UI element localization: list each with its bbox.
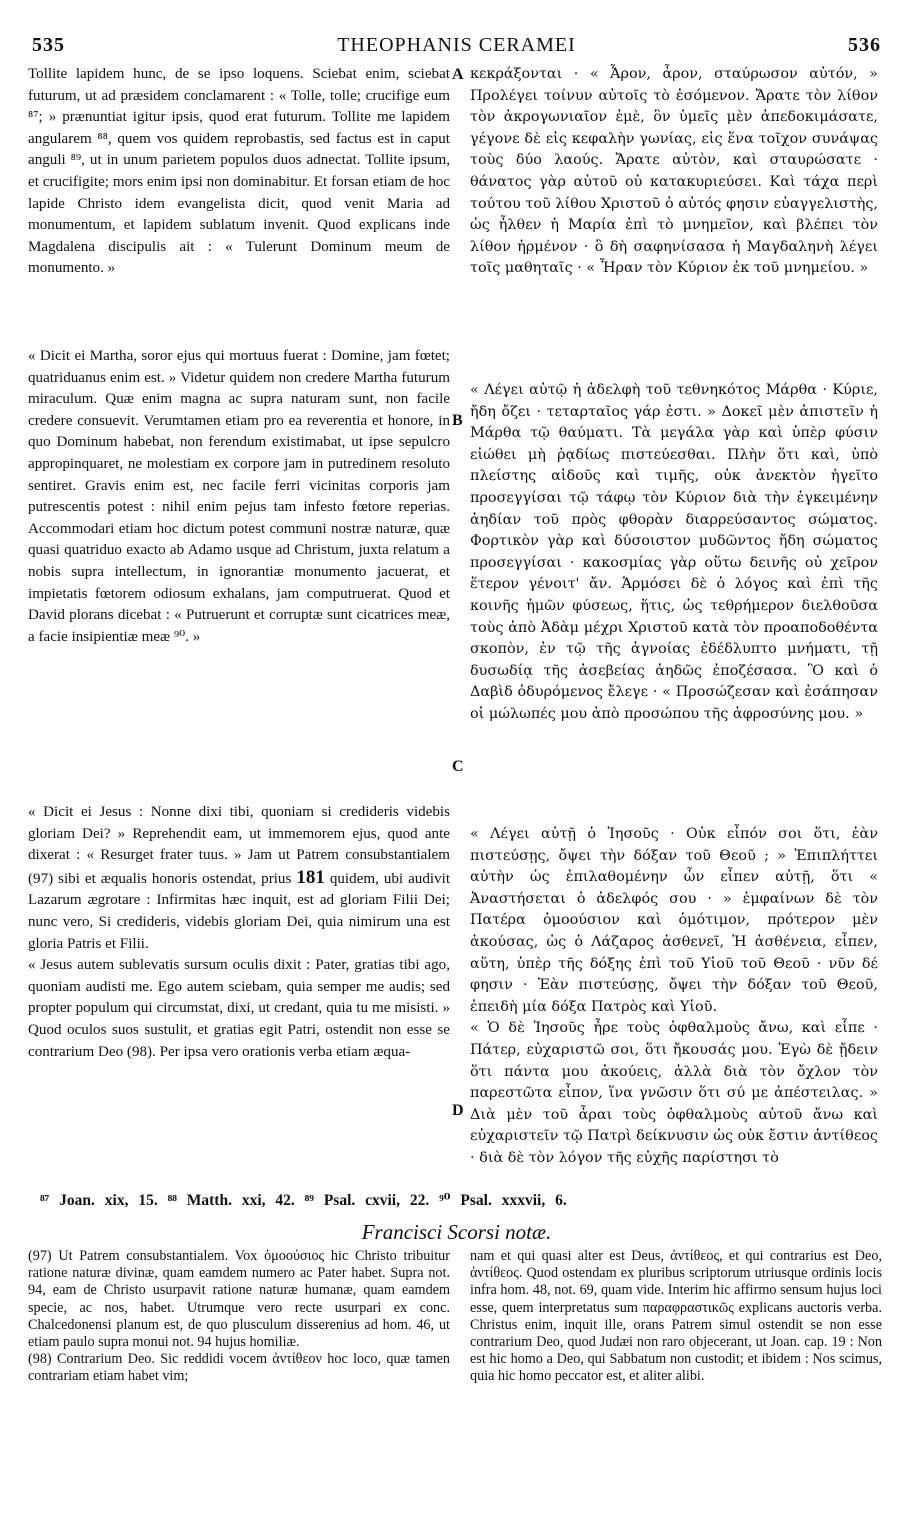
latin-paragraph-3b: quidem, ubi audivit Lazarum ægrotare : Infirmitas hæc inquit, est ad gloriam Filii Dei; nunc vero, Si credideris, videbis gloriam Dei, quia nimirum una est gloria Patris et Filii. xyxy=(28,870,451,952)
latin-paragraph-1: Tollite lapidem hunc, de se ipso loquens. Sciebat enim, sciebat futurum, ut ad præsidem conclamarent : « Tolle, tolle; crucifige eum ⁸⁷; » prænuntiat igitur ipsis, quod erat futurum. Tollite me lapidem angularem ⁸⁸, quem vos quidem reprobastis, sed factus est in caput anguli ⁸⁹, ut in unum parietem populos duos adnectat. Tollite ipsum, et crucifigite; mors enim ipsi non dominabitur. Et forsan etiam de hoc lapide Christo idem evangelista dicit, quod venit Maria ad monumentum, et lapidem sublatum invenit. Quod explicans inde Magdalena discipulis ait : « Tulerunt Dominum meum de monumento. » xyxy=(28,66,450,277)
margin-letter-c: C xyxy=(452,758,464,775)
greek-paragraph-4: « Ὁ δὲ Ἰησοῦς ἦρε τοὺς ὀφθαλμοὺς ἄνω, καὶ εἶπε · Πάτερ, εὐχαριστῶ σοι, ὅτι ἤκουσάς μου. Ἐγὼ δὲ ᾔδειν ὅτι πάντα μου ἀκούεις, ἀλλὰ διὰ τὸν ὄχλον τὸν παρεστῶτα εἶπον, ἵνα γνῶσιν ὅτι σύ με ἀπέστειλας. » Διὰ μὲν τοῦ ἆραι τοὺς ὀφθαλμοὺς αὐτοῦ ἄνω καὶ εὐχαριστεῖν τῷ Πατρὶ δείκνυσιν ὡς οὐκ ἔστιν ἀντίθεος · διὰ δὲ τὸν λόγον τῆς εὐχῆς παρίστησι τὸ xyxy=(470,1020,878,1166)
latin-paragraph-2: « Dicit ei Martha, soror ejus qui mortuus fuerat : Domine, jam fœtet; quatriduanus enim est. » Videtur quidem non credere Martha futurum miraculum. Quæ enim magna ac supra naturam sunt, non facile credere consuevit. Verumtamen etiam pro ea reverentia et honore, in quo Dominum habebat, non ferendum existimabat, ut ipse sepulcro appropinquaret, ne molestiam ex corpore jam in putredinem resoluto sentiret. Gravis enim est, nec facile ferri vicinitas corporis jam putrescentis potest : nihil enim pejus tam infesto fœtore reperias. Accommodari etiam hoc dictum potest communi nostræ naturæ, quæ quasi quatriduo exacto ab Adamo usque ad Christum, juxta relatum a nobis supra intellectum, in ignorantiæ monumento jacuerat, et impietatis fœtorem odiosum exhalans, jam computruerat. Quod et David plorans dicebat : « Putruerunt et corruptæ sunt cicatrices meæ, a facie insipientiæ meæ ⁹⁰. » xyxy=(28,348,450,645)
note-98: (98) Contrarium Deo. Sic reddidi vocem ἀντίθεον hoc loco, quæ tamen contrariam etiam habet vim; xyxy=(28,1351,450,1385)
latin-column xyxy=(28,64,450,280)
page-header xyxy=(24,34,889,58)
latin-paragraph-3 xyxy=(28,802,450,955)
page-number-left: 535 xyxy=(32,34,65,56)
margin-letter-b: B xyxy=(452,412,463,429)
note-97: (97) Ut Patrem consubstantialem. Vox ὁμοούσιος hic Christo tribuitur ratione naturæ divinæ, quam eamdem numero ac Pater habet. Supra not. 94, eam de Christo usurpavit ratione naturæ humanæ, quam eamdem specie, ac nos, habet. Utrumque vero recte usurpari ex conc. Chalcedonensi planum est, de quo plusculum disserenius ad hom. 46, ut etiam paulo supra monui not. 94 hujus homiliæ. xyxy=(28,1248,450,1351)
notes-right-column xyxy=(470,1248,882,1386)
footnote-references: ⁸⁷ Joan. xix, 15. ⁸⁸ Matth. xxi, 42. ⁸⁹ Psal. cxvii, 22. ⁹⁰ Psal. xxxvii, 6. xyxy=(40,1192,567,1209)
latin-column-2 xyxy=(28,346,450,648)
greek-paragraph-2: « Λέγει αὐτῷ ἡ ἀδελφὴ τοῦ τεθνηκότος Μάρθα · Κύριε, ἤδη ὄζει · τεταρταῖος γάρ ἐστι. » Δοκεῖ μὲν ἀπιστεῖν ἡ Μάρθα τῷ θαύματι. Τὰ μεγάλα γὰρ καὶ ὑπὲρ φύσιν εἰώθει μὴ ῥᾳδίως πιστεύεσθαι. Πλὴν ὅτι καὶ, ὑπὸ πλείστης αἰδοῦς καὶ τιμῆς, οὐκ ἀνεκτὸν ἡγεῖτο προσεγγίσαι τῷ τάφῳ τὸν Κύριον διὰ τὴν ἐγκειμένην ἀηδίαν τοῦ πρὸς φθορὰν διαρρεύσαντος σώματος. Φορτικὸν γὰρ καὶ δύσοιστον μυδῶντος ἤδη σώματος προσεγγίσαι · κακοσμίας γὰρ οὕτω δεινῆς οὐ χεῖρον ἕτερον γένοιτ' ἄν. Ἁρμόσει δὲ ὁ λόγος καὶ ἐπὶ τῆς κοινῆς ἡμῶν φύσεως, ἥτις, ὡς τεθρήμερον διελθοῦσα τοὺς ἀπὸ Ἀδὰμ μέχρι Χριστοῦ κατὰ τὸν προαποδοθέντα σκοπὸν, ἐν τῷ τῆς ἀγνοίας ἐδέδλυπτο μνήματι, τῇ δυσωδίᾳ τῆς ἀσεβείας ἀηδῶς ἐποζέσασα. Ὃ καὶ ὁ Δαβὶδ ὀδυρόμενος ἔλεγε · « Προσώζεσαν καὶ ἐσάπησαν οἱ μώλωπές μου ἀπὸ προσώπου τῆς ἀφροσύνης μου. » xyxy=(470,382,878,722)
greek-paragraph-1: κεκράξονται · « Ἆρον, ἆρον, σταύρωσον αὐτόν, » Προλέγει τοίνυν αὐτοῖς τὸ ἐσόμενον. Ἄρατε τὸν λίθον τὸν ἀκρογωνιαῖον ἐμὲ, ὃν ὑμεῖς μὲν ἀπεδοκιμάσατε, γέγονε δὲ εἰς κεφαλὴν γωνίας, εἰς ἕνα τοῖχον συνάψας τοὺς δύο λαούς. Ἄρατε αὐτὸν, καὶ σταυρώσατε · θάνατος γὰρ αὐτοῦ οὐ κατακυριεύσει. Καὶ τάχα περὶ τούτου τοῦ λίθου Χριστοῦ ὁ αὐτός φησιν εὐαγγελιστὴς, ὡς ἦλθεν ἡ Μαρία ἐπὶ τὸ μνημεῖον, καὶ βλέπει τὸν λίθον ἠρμένον · ὃ δὴ σαφηνίσασα ἡ Μαγδαληνὴ λέγει τοῖς μαθηταῖς · « Ἦραν τὸν Κύριον ἐκ τοῦ μνημείου. » xyxy=(470,66,878,277)
notes-title: Francisci Scorsi notæ. xyxy=(361,1220,552,1244)
running-title: THEOPHANIS CERAMEI xyxy=(337,34,576,56)
bold-section-number: 181 xyxy=(296,866,325,888)
latin-column-3 xyxy=(28,802,450,1063)
page-number-right: 536 xyxy=(848,34,881,56)
greek-column xyxy=(470,64,878,280)
note-98-continued: nam et qui quasi alter est Deus, ἀντίθεος, et qui contrarius est Deo, ἀντίθεος. Quod ostendam ex pluribus scriptorum utriusque ordinis locis infra hom. 48, not. 69, quam vide. Interim hic affirmo sensum hujus loci esse, quem interpretatus sum παραφραστικῶς explicans auctoris verba. Christus enim, inquit ille, orans Patrem simul ostendit se non esse contrarium Deo, quod Judæi non raro objecerant, ut Joan. cap. 19 : Non est hic homo a Deo, qui Sabbatum non custodit; et ibidem : Nos scimus, quia hic homo peccator est, et aliter alibi. xyxy=(470,1248,882,1385)
notes-left-column xyxy=(28,1248,450,1386)
latin-paragraph-4: « Jesus autem sublevatis sursum oculis dixit : Pater, gratias tibi ago, quoniam audisti me. Ego autem sciebam, quia semper me audis; sed propter populum qui circumstat, dixi, ut credant, quia tu me misisti. » Quod oculos suos sustulit, et gratias egit Patri, ostendit non esse se contrarium Deo (98). Per ipsa vero orationis verba etiam æqua- xyxy=(28,957,450,1060)
margin-letter-d: D xyxy=(452,1102,464,1119)
latin-paragraph-3a: « Dicit ei Jesus : Nonne dixi tibi, quoniam si credideris videbis gloriam Dei? » Reprehendit eam, ut immemorem ejus, quod ante dixerat : « Resurget frater tuus. » Jam ut Patrem consubstantialem (97) sibi et æqualis honoris ostendat, prius xyxy=(28,804,450,887)
greek-column-2 xyxy=(470,380,878,726)
greek-column-3 xyxy=(470,824,878,1170)
margin-letter-a: A xyxy=(452,66,464,83)
greek-paragraph-3: « Λέγει αὐτῇ ὁ Ἰησοῦς · Οὐκ εἶπόν σοι ὅτι, ἐὰν πιστεύσῃς, ὄψει τὴν δόξαν τοῦ Θεοῦ ; » Ἐπιπλήττει αὐτὴν ὡς ἐπιλαθομένην ὧν εἶπεν αὐτῇ, ὅτι « Ἀναστήσεται ὁ ἀδελφός σου · » ἐμφαίνων δὲ τὸν Πατέρα ὁμοούσιον καὶ ὁμότιμον, πρότερον μὲν ἀκούσας, ὡς ὁ Λάζαρος ἀσθενεῖ, Ἡ ἀσθένεια, εἶπεν, αὕτη, ὑπὲρ τῆς δόξης ἐπὶ τοῦ Υἱοῦ τοῦ Θεοῦ · νῦν δέ φησιν · Ἐὰν πιστεύσῃς, ὄψει τὴν δόξαν τοῦ Θεοῦ, ἐπειδὴ μία δόξα Πατρὸς καὶ Υἱοῦ. xyxy=(470,826,878,1015)
